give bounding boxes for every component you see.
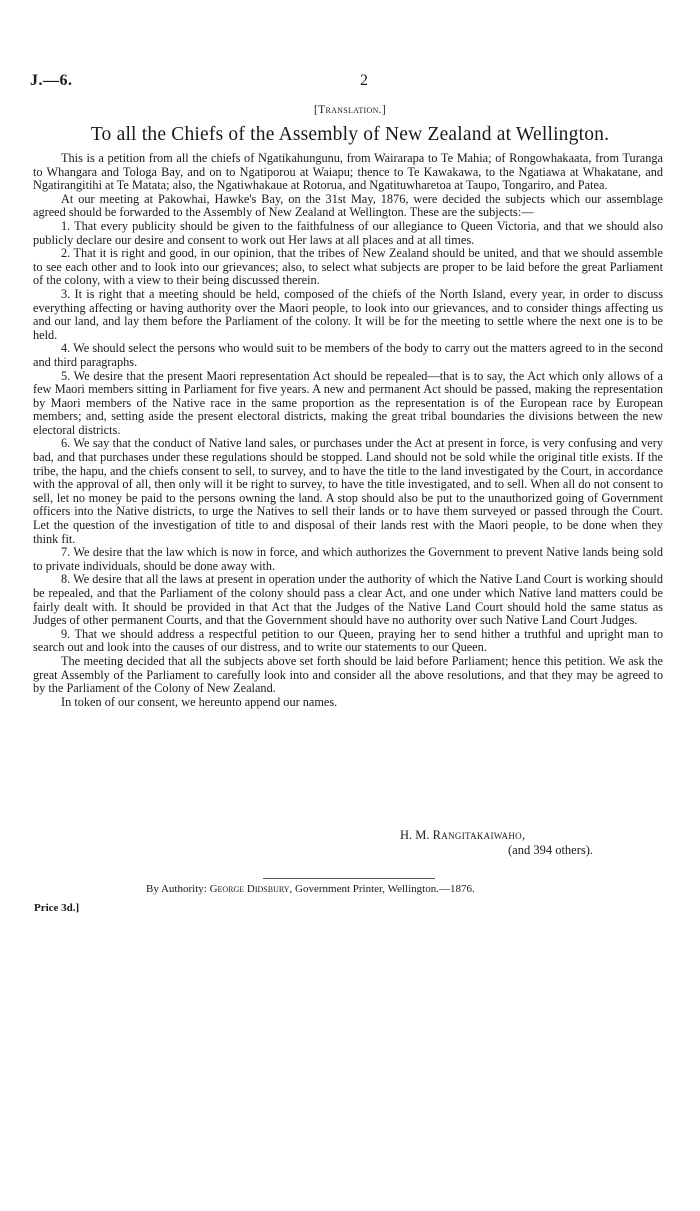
subject-3: 3. It is right that a meeting should be held, composed of the chiefs of the North Island, every year, in order to discuss everything affecting or having authority over the Maori people, to look into our grievances, and to consider things affecting us and our land, and lay them before the Parliament of the colony. It will be for the meeting to settle where the next one is to be held. (33, 286, 663, 342)
authority-prefix: By Authority: (146, 883, 207, 895)
footer-divider (263, 878, 435, 879)
subject-6: 6. We say that the conduct of Native land sales, or purchases under the Act at present in force, is very confusing and very bad, and that purchases under these regulations should be stopped. Land should not be sold while the original title exists. If the tribe, the hapu, and the chiefs consent to sell, to survey, and to have the title to the land investigated by the Court, in accordance with the approval of all, then only will it be right to survey, to have the title investigated, and to sell. When all do not consent to sell, let no money be paid to the persons owning the land. A stop should also be put to the unauthorized going of Government officers into the Native districts, to urge the Natives to sell their lands or to have them surveyed or passed through the Court. Let the question of the investigation of title to and disposal of their lands rest with the Maori people, to be done when they think fit. (33, 436, 663, 546)
intro-paragraph: This is a petition from all the chiefs of Ngatikahungunu, from Wairarapa to Te Mahia; of Rongowhakaata, from Turanga to Whangara and Tologa Bay, and on to Ngatiporou at Waiapu; thence to Te Kawakawa, to the Ngatiawa at Whakatane, and Ngatirangitihi at Te Matata; also, the Ngatiwhakaue at Rotorua, and Ngatituwharetoa at Taupo, Tongariro, and Patea. (33, 151, 663, 193)
translation-label: [Translation.] (314, 104, 386, 116)
subject-9: 9. That we should address a respectful petition to our Queen, praying her to send hither a truthful and upright man to search out and look into the causes of our distress, and to write our statements to our Queen. (33, 626, 663, 655)
subject-2: 2. That it is right and good, in our opinion, that the tribes of New Zealand should be united, and that we should assemble to see each other and to look into our grievances; also, to select what subjects are proper to be laid before the great Parliament of the colony, with a view to their being discussed therein. (33, 246, 663, 288)
subject-5: 5. We desire that the present Maori representation Act should be repealed—that is to say, the Act which only allows of a few Maori members sitting in Parliament for five years. A new and permanent Act should be passed, making the representation by Maori members of the Native race in the same proportion as the representation is of the European race by European members; and, setting aside the present electoral districts, making the great tribal boundaries the divisions between the new electoral districts. (33, 368, 663, 437)
price-label: Price 3d.] (34, 902, 80, 914)
page-number: 2 (360, 72, 368, 89)
petition-body (33, 152, 663, 709)
signature (400, 828, 525, 843)
subject-7: 7. We desire that the law which is now in force, and which authorizes the Government to prevent Native lands being sold to private individuals, should be done away with. (33, 545, 663, 573)
page-header (30, 72, 670, 92)
signature-others: (and 394 others). (508, 843, 594, 857)
signature-name: Rangitakaiwaho, (432, 828, 526, 842)
subject-4: 4. We should select the persons who would suit to be members of the body to carry out the matters agreed to in the second and third paragraphs. (33, 341, 663, 369)
subject-8: 8. We desire that all the laws at present in operation under the authority of which the Native Land Court is working should be repealed, and that the Parliament of the colony should pass a clear Act, and one under which Native land matters could be fairly dealt with. It should be provided in that Act that the Judges of the Native Land Court should hold the same status as Judges of other permanent Courts, and that the Government should have no authority over such Native Land Court Judges. (33, 572, 663, 628)
signature-initials: H. M. (400, 828, 430, 842)
consent-paragraph: In token of our consent, we hereunto append our names. (61, 694, 338, 709)
document-reference: J.—6. (30, 72, 73, 89)
document-title: To all the Chiefs of the Assembly of New Zealand at Wellington. (90, 124, 610, 145)
printer-authority (146, 883, 475, 895)
meeting-paragraph: At our meeting at Pakowhai, Hawke's Bay, on the 31st May, 1876, were decided the subjects which our assemblage agreed should be forwarded to the Assembly of New Zealand at Wellington. These are the subjects:— (33, 191, 663, 220)
authority-suffix: Government Printer, Wellington.—1876. (295, 883, 475, 895)
printer-name: George Didsbury, (209, 883, 293, 895)
conclusion-paragraph: The meeting decided that all the subjects above set forth should be laid before Parliament; hence this petition. We ask the great Assembly of the Parliament to carefully look into and consider all the above resolutions, and that they may be agreed to by the Parliament of the Colony of New Zealand. (33, 653, 663, 696)
subject-1: 1. That every publicity should be given to the faithfulness of our allegiance to Queen Victoria, and that we should also publicly declare our desire and consent to work out Her laws at all places and at all times. (33, 218, 663, 247)
